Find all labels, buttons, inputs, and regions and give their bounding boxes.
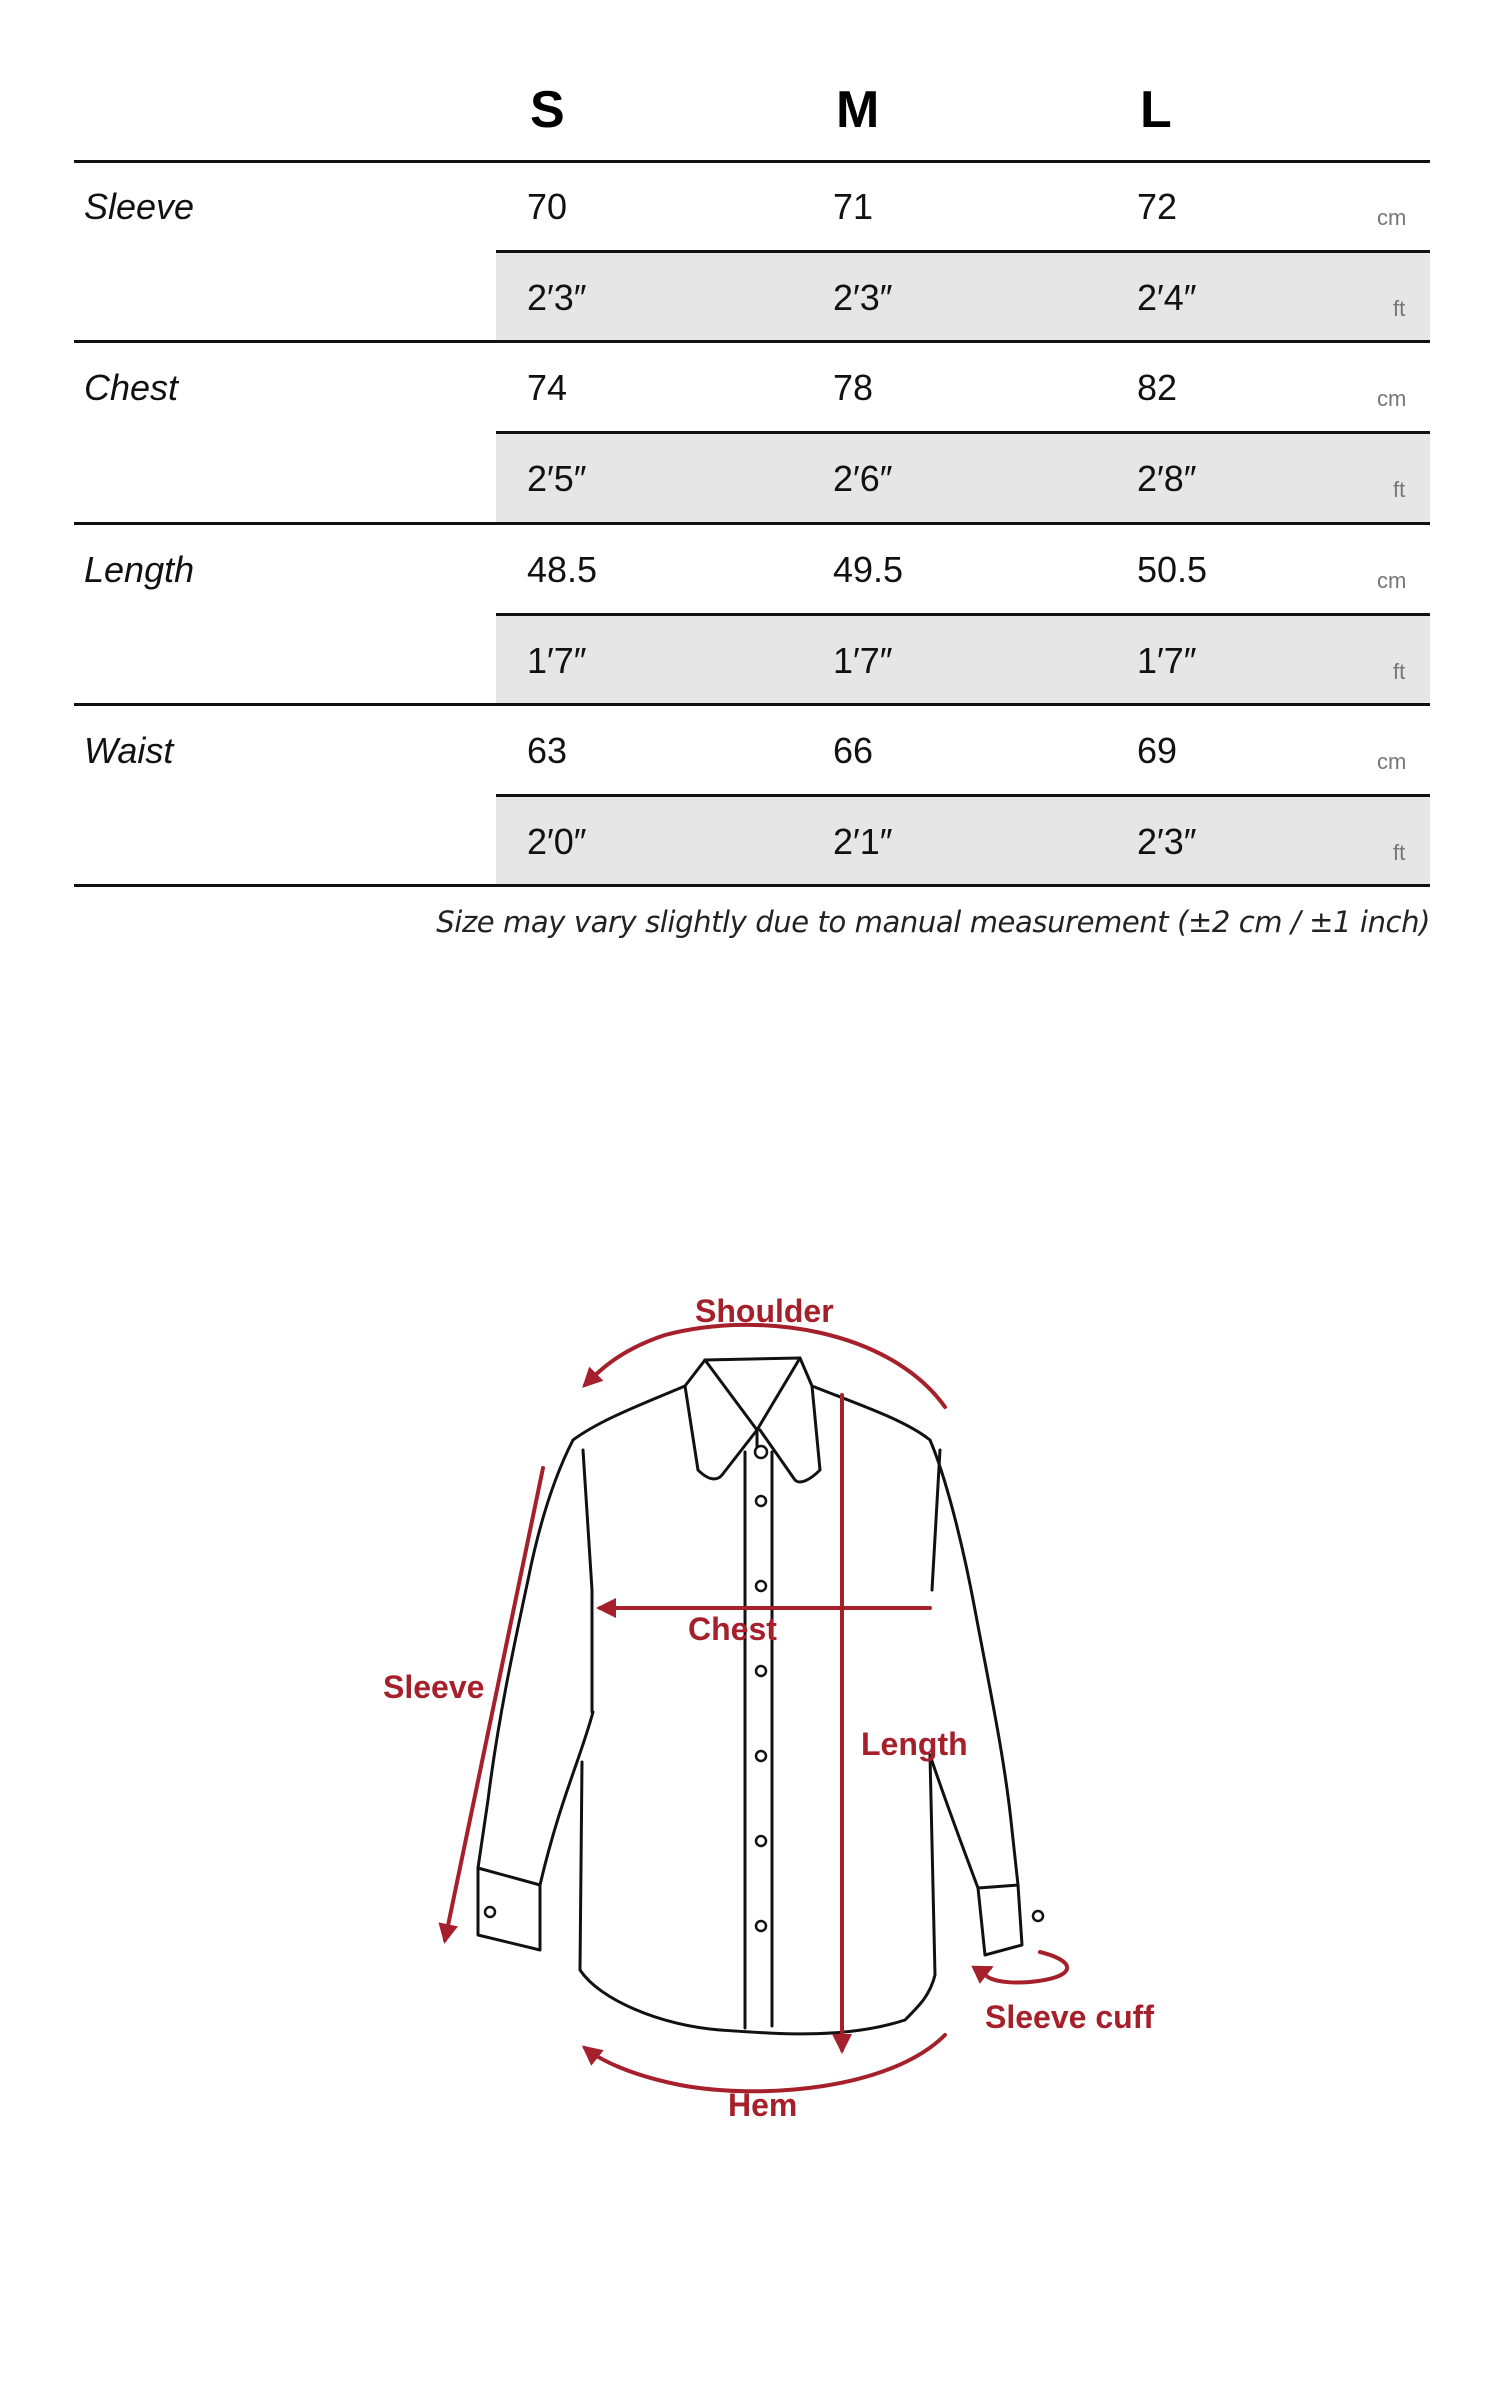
label-shoulder: Shoulder <box>695 1293 834 1329</box>
cell-chest-s-cm: 74 <box>527 367 568 408</box>
button-dot <box>756 1496 766 1506</box>
label-hem: Hem <box>728 2087 798 2123</box>
size-header-m: M <box>836 81 880 139</box>
row-label-length: Length <box>84 549 195 590</box>
cell-length-m-ft: 1′7″ <box>833 640 893 681</box>
cell-waist-m-ft: 2′1″ <box>833 821 893 862</box>
shirt-outline-icon <box>478 1358 1022 2034</box>
cell-chest-s-ft: 2′5″ <box>527 458 587 499</box>
button-dot <box>756 1581 766 1591</box>
row-divider <box>496 431 1430 434</box>
cell-waist-s-ft: 2′0″ <box>527 821 587 862</box>
unit-ft: ft <box>1393 659 1406 684</box>
cell-sleeve-s-cm: 70 <box>527 186 568 227</box>
row-group-rule <box>74 340 1430 343</box>
label-sleeve: Sleeve <box>383 1669 485 1705</box>
button-dot <box>756 1751 766 1761</box>
label-chest: Chest <box>688 1611 777 1647</box>
button-dot <box>755 1446 767 1458</box>
cell-waist-m-cm: 66 <box>833 730 874 771</box>
unit-ft: ft <box>1393 296 1406 321</box>
unit-ft: ft <box>1393 477 1406 502</box>
cell-length-s-cm: 48.5 <box>527 549 598 590</box>
ft-row-background <box>496 616 1430 704</box>
unit-cm: cm <box>1377 568 1407 593</box>
unit-ft: ft <box>1393 840 1406 865</box>
unit-cm: cm <box>1377 749 1407 774</box>
cell-length-s-ft: 1′7″ <box>527 640 587 681</box>
unit-cm: cm <box>1377 386 1407 411</box>
table-bottom-rule <box>74 884 1430 887</box>
hem-arrow <box>585 2035 945 2091</box>
cell-sleeve-s-ft: 2′3″ <box>527 277 587 318</box>
size-header-l: L <box>1140 81 1172 139</box>
cell-waist-l-cm: 69 <box>1137 730 1178 771</box>
shirt-measurement-diagram <box>0 1220 1500 2170</box>
cell-length-l-ft: 1′7″ <box>1137 640 1197 681</box>
row-label-waist: Waist <box>84 730 174 771</box>
unit-cm: cm <box>1377 205 1407 230</box>
sleeve-cuff-arrow <box>985 1952 1067 1983</box>
cell-chest-m-cm: 78 <box>833 367 874 408</box>
shirt-buttons <box>485 1446 1043 1931</box>
cuff-button-right <box>1033 1911 1043 1921</box>
row-group-rule <box>74 522 1430 525</box>
button-dot <box>756 1666 766 1676</box>
row-divider <box>496 613 1430 616</box>
cuff-button-left <box>485 1907 495 1917</box>
measurement-note: Size may vary slightly due to manual measurement (±2 cm / ±1 inch) <box>436 905 1430 939</box>
row-divider <box>496 250 1430 253</box>
label-sleeve-cuff: Sleeve cuff <box>985 1999 1154 2035</box>
cell-chest-m-ft: 2′6″ <box>833 458 893 499</box>
ft-row-background <box>496 253 1430 341</box>
size-header-s: S <box>530 81 565 139</box>
cell-length-m-cm: 49.5 <box>833 549 904 590</box>
cell-chest-l-ft: 2′8″ <box>1137 458 1197 499</box>
row-divider <box>496 794 1430 797</box>
cell-sleeve-m-ft: 2′3″ <box>833 277 893 318</box>
row-label-sleeve: Sleeve <box>84 186 195 227</box>
cell-waist-l-ft: 2′3″ <box>1137 821 1197 862</box>
cell-sleeve-m-cm: 71 <box>833 186 874 227</box>
button-dot <box>756 1921 766 1931</box>
cell-sleeve-l-cm: 72 <box>1137 186 1178 227</box>
ft-row-background <box>496 434 1430 522</box>
cell-length-l-cm: 50.5 <box>1137 549 1208 590</box>
cell-sleeve-l-ft: 2′4″ <box>1137 277 1197 318</box>
cell-waist-s-cm: 63 <box>527 730 568 771</box>
row-group-rule <box>74 703 1430 706</box>
ft-row-background <box>496 797 1430 885</box>
button-dot <box>756 1836 766 1846</box>
label-length: Length <box>861 1726 968 1762</box>
table-top-rule <box>74 160 1430 163</box>
shoulder-arrow <box>585 1325 945 1407</box>
row-label-chest: Chest <box>84 367 179 408</box>
cell-chest-l-cm: 82 <box>1137 367 1178 408</box>
